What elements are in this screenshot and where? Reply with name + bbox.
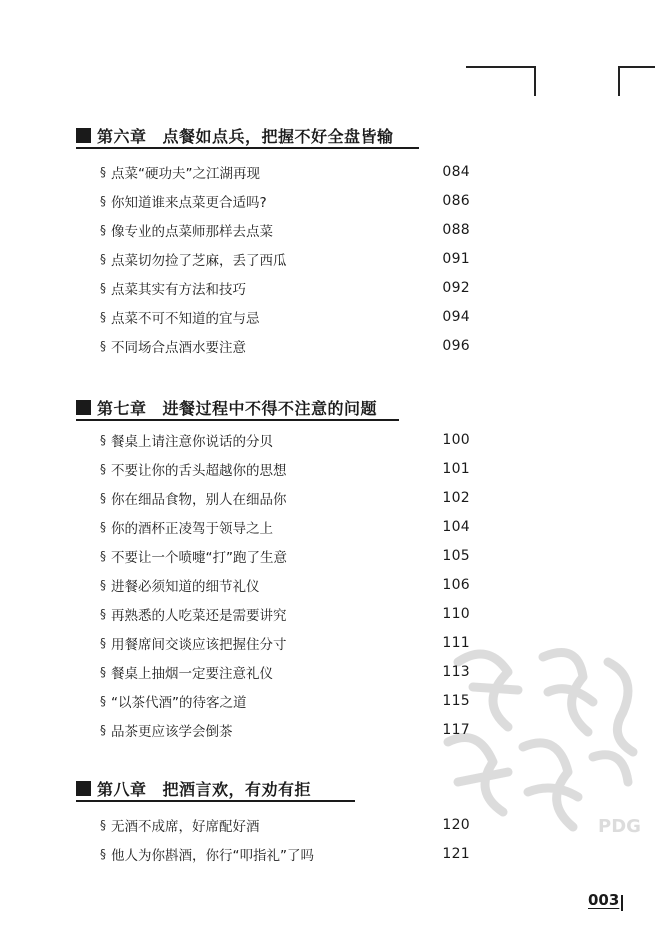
toc-entry[interactable] [100,603,470,625]
section-icon: § [100,223,106,237]
section-icon: § [100,723,106,737]
section-icon: § [100,462,106,476]
toc-entry-page: 091 [442,251,470,267]
toc-entry[interactable] [100,632,470,654]
toc-entry-page: 100 [442,432,470,448]
toc-entry-title: 他人为你斟酒，你行“叩指礼”了吗 [111,848,314,864]
section-icon: § [100,433,106,447]
section-icon: § [100,665,106,679]
section-icon: § [100,520,106,534]
toc-entry[interactable] [100,814,470,836]
toc-entry[interactable] [100,248,470,270]
chapter-6-heading [76,123,419,149]
toc-entry-title: 像专业的点菜师那样去点菜 [111,224,273,240]
chapter-square-icon [76,400,91,415]
toc-entry-page: 106 [442,577,470,593]
toc-entry-page: 086 [442,193,470,209]
toc-entry-title: 再熟悉的人吃菜还是需要讲究 [111,608,287,624]
page-number: 003 [588,891,620,909]
toc-entry-title: 不同场合点酒水要注意 [111,340,246,356]
section-icon: § [100,607,106,621]
toc-entry-page: 113 [442,664,470,680]
toc-entry[interactable] [100,719,470,741]
toc-entry-title: 餐桌上抽烟一定要注意礼仪 [111,666,273,682]
toc-entry-title: 你的酒杯正凌驾于领导之上 [111,521,273,537]
section-icon: § [100,252,106,266]
chapter-title: 把酒言欢，有劝有拒 [162,779,312,799]
toc-entry[interactable] [100,219,470,241]
toc-entry-page: 101 [442,461,470,477]
chapter-8-heading [76,776,355,802]
toc-entry[interactable] [100,161,470,183]
toc-entry-page: 084 [442,164,470,180]
chapter-title: 进餐过程中不得不注意的问题 [162,398,378,418]
toc-entry-page: 105 [442,548,470,564]
section-icon: § [100,491,106,505]
section-icon: § [100,310,106,324]
toc-entry-page: 110 [442,606,470,622]
toc-entry[interactable] [100,429,470,451]
section-icon: § [100,578,106,592]
section-icon: § [100,339,106,353]
toc-entry-title: 不要让一个喷嚏“打”跑了生意 [111,550,287,566]
watermark-label: PDG [598,816,641,837]
chapter-square-icon [76,128,91,143]
toc-entry-title: 点菜不可不知道的宜与忌 [111,311,260,327]
toc-entry[interactable] [100,277,470,299]
section-icon: § [100,165,106,179]
toc-entry-page: 117 [442,722,470,738]
toc-entry[interactable] [100,458,470,480]
section-icon: § [100,549,106,563]
chapter-square-icon [76,781,91,796]
toc-entry[interactable] [100,335,470,357]
toc-entry-title: 不要让你的舌头超越你的思想 [111,463,287,479]
toc-entry-title: 点菜切勿捡了芝麻，丢了西瓜 [111,253,287,269]
toc-entry-title: 用餐席间交谈应该把握住分寸 [111,637,287,653]
section-icon: § [100,694,106,708]
section-icon: § [100,194,106,208]
toc-entry-page: 094 [442,309,470,325]
chapter-number: 第六章 [97,126,147,146]
toc-entry[interactable] [100,306,470,328]
toc-entry[interactable] [100,487,470,509]
toc-entry-page: 096 [442,338,470,354]
toc-entry-title: 点菜“硬功夫”之江湖再现 [111,166,260,182]
corner-mark-right [618,66,655,96]
watermark-seal [418,632,655,852]
chapter-number: 第八章 [97,779,147,799]
toc-entry-page: 102 [442,490,470,506]
chapter-title: 点餐如点兵，把握不好全盘皆输 [162,126,394,146]
toc-entry[interactable] [100,545,470,567]
toc-entry-title: 餐桌上请注意你说话的分贝 [111,434,273,450]
toc-entry-page: 115 [442,693,470,709]
toc-entry-page: 121 [442,846,470,862]
toc-entry-page: 104 [442,519,470,535]
chapter-number: 第七章 [97,398,147,418]
toc-entry-title: “以茶代酒”的待客之道 [111,695,247,711]
toc-entry-title: 无酒不成席，好席配好酒 [111,819,260,835]
toc-entry-title: 你在细品食物，别人在细品你 [111,492,287,508]
toc-entry-page: 092 [442,280,470,296]
toc-entry[interactable] [100,516,470,538]
toc-entry[interactable] [100,574,470,596]
corner-mark-left [466,66,536,96]
section-icon: § [100,818,106,832]
toc-entry-page: 111 [442,635,470,651]
chapter-7-heading [76,395,399,421]
toc-entry[interactable] [100,690,470,712]
toc-entry-page: 120 [442,817,470,833]
toc-entry-title: 品茶更应该学会倒茶 [111,724,233,740]
toc-entry[interactable] [100,661,470,683]
toc-entry-title: 点菜其实有方法和技巧 [111,282,246,298]
page-number-tick [621,895,623,911]
toc-entry-page: 088 [442,222,470,238]
toc-entry[interactable] [100,843,470,865]
section-icon: § [100,847,106,861]
toc-entry-title: 你知道谁来点菜更合适吗? [111,195,267,211]
section-icon: § [100,281,106,295]
toc-entry-title: 进餐必须知道的细节礼仪 [111,579,260,595]
toc-entry[interactable] [100,190,470,212]
section-icon: § [100,636,106,650]
